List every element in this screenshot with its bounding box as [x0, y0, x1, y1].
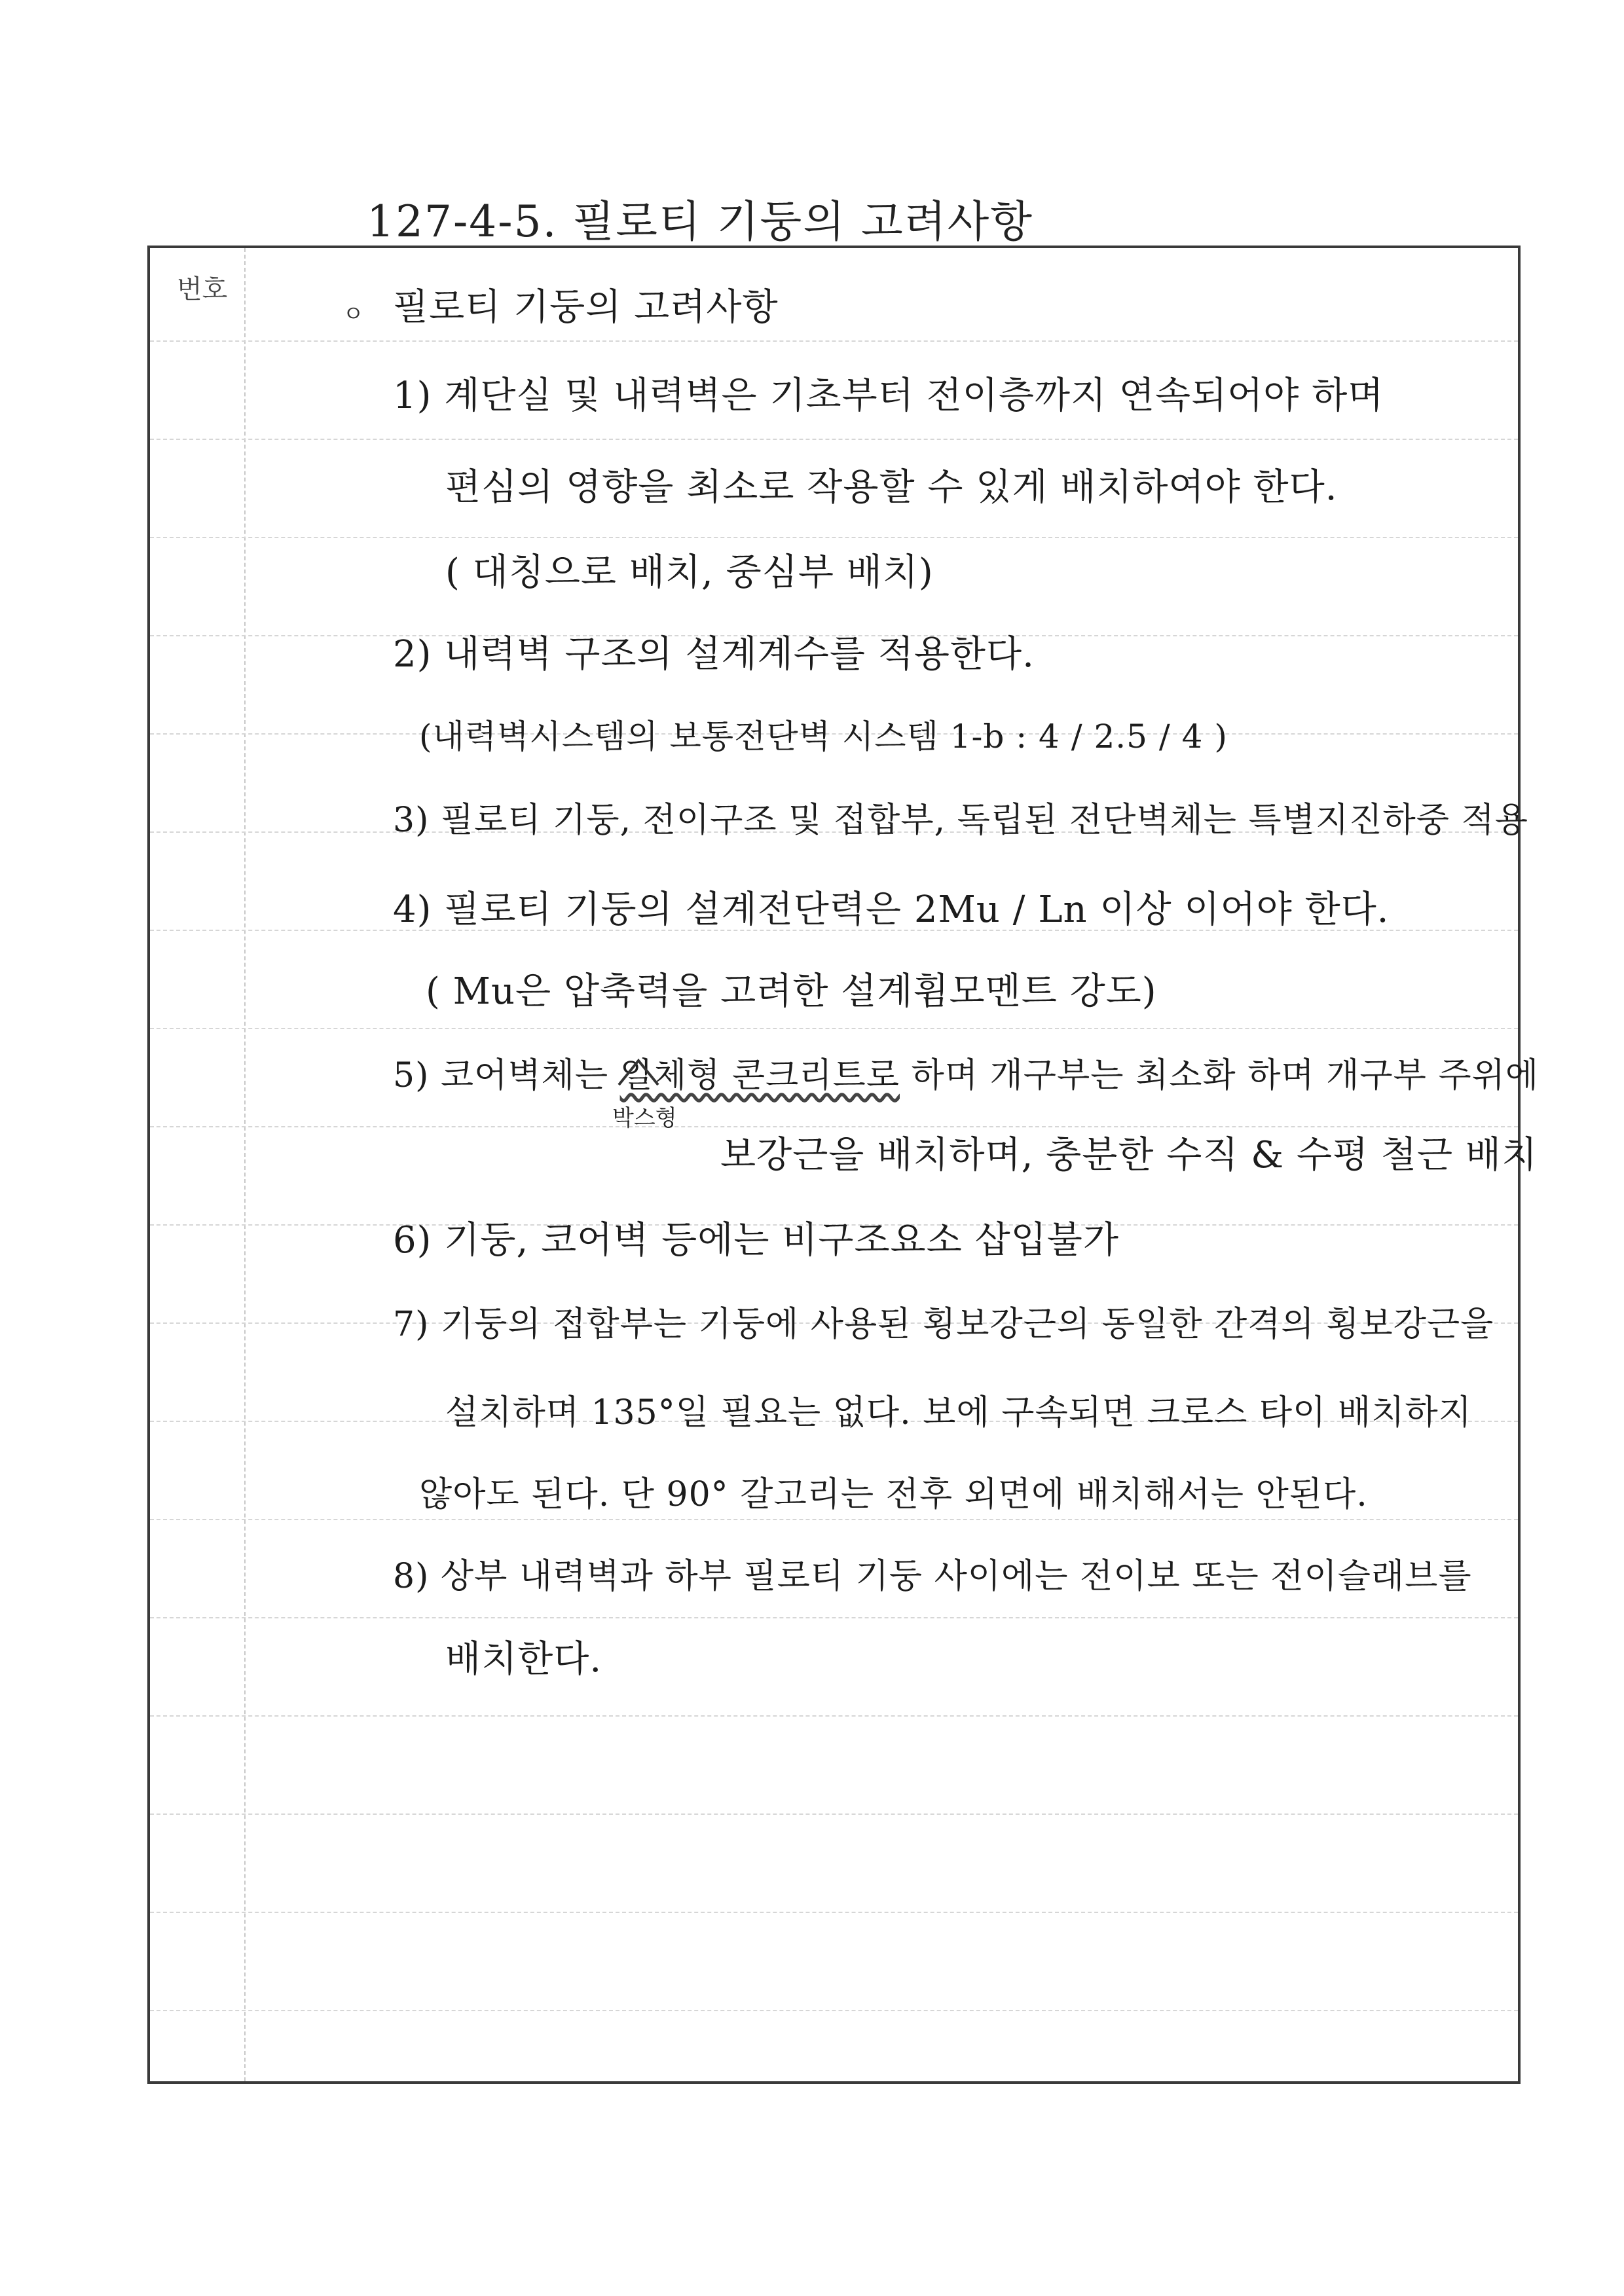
note-line-1b: 편심의 영향을 최소로 작용할 수 있게 배치하여야 한다. [445, 466, 1338, 509]
bullet-mark: ㅇ [342, 301, 364, 327]
note-line-5a-end: 하며 개구부는 최소화 하며 개구부 주위에 [911, 1056, 1540, 1095]
ruled-line [150, 2010, 1518, 2011]
note-line-1a: 1) 계단실 및 내력벽은 기초부터 전이층까지 연속되어야 하며 [393, 374, 1384, 417]
ruled-line [150, 439, 1518, 440]
insertion-caret-icon [616, 1055, 661, 1088]
ruled-line [150, 1617, 1518, 1618]
ruled-line [150, 1912, 1518, 1913]
note-line-7a: 7) 기둥의 접합부는 기둥에 사용된 횡보강근의 동일한 간격의 횡보강근을 [393, 1305, 1494, 1344]
page-title: 127-4-5. 필로티 기둥의 고려사항 [367, 196, 1034, 247]
note-line-2b: (내력벽시스템의 보통전단벽 시스템 1-b : 4 / 2.5 / 4 ) [419, 718, 1228, 756]
note-heading: 필로티 기둥의 고려사항 [393, 286, 779, 329]
note-line-1c: ( 대칭으로 배치, 중심부 배치) [445, 551, 934, 594]
ruled-line [150, 537, 1518, 538]
number-column-divider [244, 248, 246, 2081]
ruled-line [150, 1519, 1518, 1520]
note-line-5b: 보강근을 배치하며, 충분한 수직 & 수평 철근 배치 [720, 1134, 1538, 1176]
note-line-4b: ( Mu은 압축력을 고려한 설계휨모멘트 강도) [426, 970, 1157, 1013]
ruled-line [150, 1813, 1518, 1815]
inserted-word: 박스형 [612, 1105, 677, 1131]
note-line-7c: 않아도 된다. 단 90° 갈고리는 전후 외면에 배치해서는 안된다. [419, 1475, 1368, 1514]
note-line-5a-start: 5) 코어벽체는 [393, 1056, 609, 1095]
note-line-3: 3) 필로티 기둥, 전이구조 및 접합부, 독립된 전단벽체는 특별지진하중 적용 [393, 801, 1528, 840]
ruled-line [150, 1715, 1518, 1717]
ruled-line [150, 340, 1518, 342]
note-line-2a: 2) 내력벽 구조의 설계계수를 적용한다. [393, 633, 1035, 676]
note-line-6: 6) 기둥, 코어벽 등에는 비구조요소 삽입불가 [393, 1219, 1119, 1262]
note-line-7b: 설치하며 135°일 필요는 없다. 보에 구속되면 크로스 타이 배치하지 [445, 1393, 1472, 1432]
note-line-4a: 4) 필로티 기둥의 설계전단력은 2Mu / Ln 이상 이어야 한다. [393, 888, 1390, 931]
ruled-line [150, 1028, 1518, 1029]
number-column-label: 번호 [177, 274, 228, 304]
note-line-5a [393, 1048, 1539, 1097]
note-line-8a: 8) 상부 내력벽과 하부 필로티 기둥 사이에는 전이보 또는 전이슬래브를 [393, 1557, 1472, 1596]
note-line-5a-marked: 일체형 콘크리트로 [619, 1056, 900, 1095]
note-line-8b: 배치한다. [445, 1638, 602, 1681]
